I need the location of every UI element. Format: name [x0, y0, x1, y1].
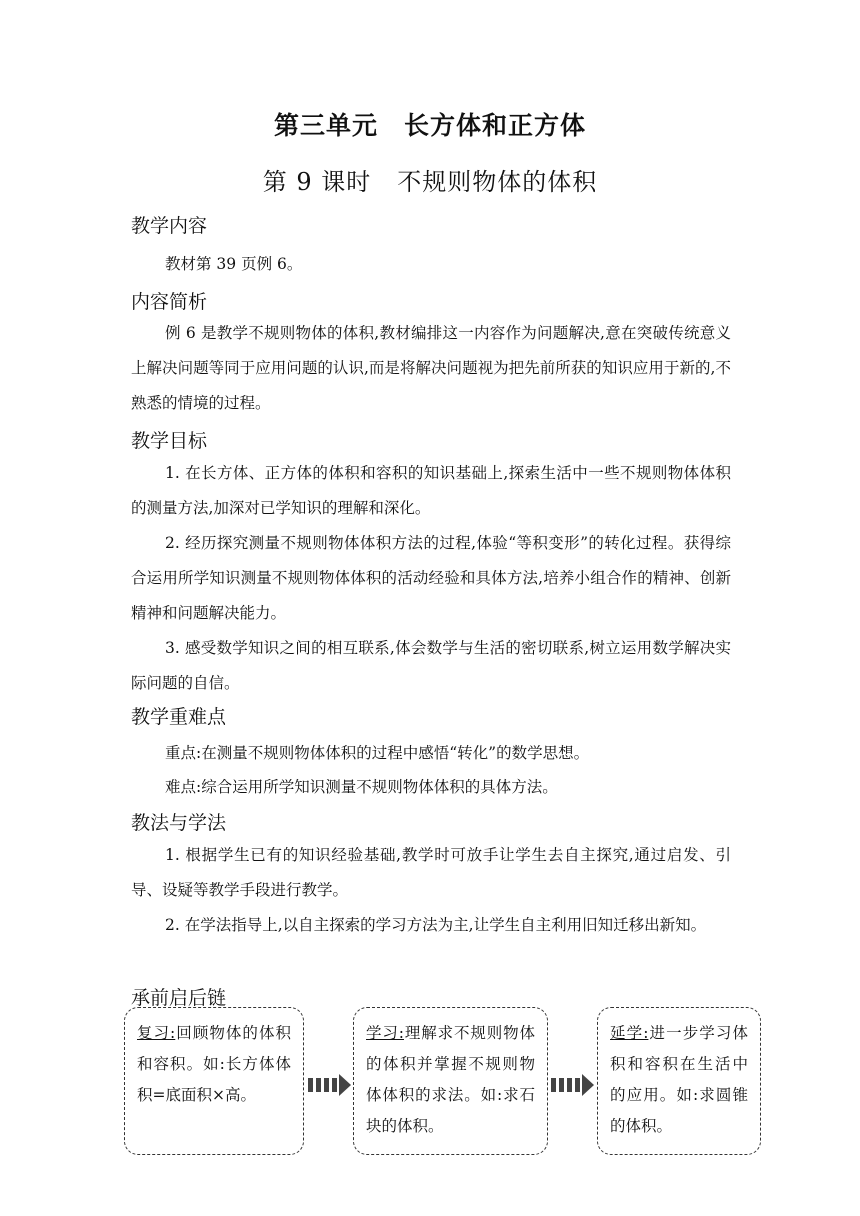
chain-heading: 承前启后链 — [131, 987, 227, 1009]
review-label: 复习: — [137, 1024, 176, 1042]
right-arrow-icon — [551, 1074, 595, 1096]
review-text: 回顾物体的体积和容积。如:长方体体积=底面积×高。 — [137, 1024, 291, 1104]
analysis-text: 例 6 是教学不规则物体的体积,教材编排这一内容作为问题解决,意在突破传统意义上解决问题等同于应用问题的认识,而是将解决问题视为把先前所获的知识应用于新的,不熟悉的情境的过程。 — [131, 324, 731, 412]
unit-name: 长方体和正方体 — [404, 111, 587, 140]
review-box — [124, 1007, 304, 1155]
analysis-heading: 内容简析 — [131, 291, 208, 313]
goal-item: 2. 经历探究测量不规则物体体积方法的过程,体验“等积变形”的转化过程。获得综合运用所学知识测量不规则物体体积的活动经验和具体方法,培养小组合作的精神、创新精神和问题解决能力。 — [131, 534, 731, 622]
difficulty-text: 难点:综合运用所学知识测量不规则物体体积的具体方法。 — [165, 778, 558, 796]
methods-heading: 教法与学法 — [131, 812, 227, 834]
lesson-number: 第 9 课时 — [262, 168, 372, 196]
goal-item: 1. 在长方体、正方体的体积和容积的知识基础上,探索生活中一些不规则物体体积的测量方法,加深对已学知识的理解和深化。 — [131, 464, 731, 517]
unit-number: 第三单元 — [273, 111, 378, 140]
key-points-heading: 教学重难点 — [131, 706, 227, 728]
content-heading: 教学内容 — [131, 215, 208, 237]
study-text: 理解求不规则物体的体积并掌握不规则物体体积的求法。如:求石块的体积。 — [366, 1024, 535, 1135]
study-box — [353, 1007, 548, 1155]
study-label: 学习: — [366, 1024, 404, 1042]
goals-heading: 教学目标 — [131, 430, 208, 452]
content-text: 教材第 39 页例 6。 — [165, 255, 303, 273]
extend-label: 延学: — [610, 1024, 649, 1042]
unit-title — [0, 106, 860, 142]
lesson-name: 不规则物体的体积 — [397, 168, 598, 196]
extend-box — [597, 1007, 761, 1155]
lesson-title — [0, 162, 860, 197]
right-arrow-icon — [308, 1074, 352, 1096]
method-item: 2. 在学法指导上,以自主探索的学习方法为主,让学生自主利用旧知迁移出新知。 — [165, 916, 707, 934]
key-point-text: 重点:在测量不规则物体体积的过程中感悟“转化”的数学思想。 — [165, 744, 590, 762]
extend-text: 进一步学习体积和容积在生活中的应用。如:求圆锥的体积。 — [610, 1024, 748, 1135]
method-item: 1. 根据学生已有的知识经验基础,教学时可放手让学生去自主探究,通过启发、引导、设疑等教学手段进行教学。 — [131, 846, 731, 899]
goal-item: 3. 感受数学知识之间的相互联系,体会数学与生活的密切联系,树立运用数学解决实际问题的自信。 — [131, 639, 731, 692]
